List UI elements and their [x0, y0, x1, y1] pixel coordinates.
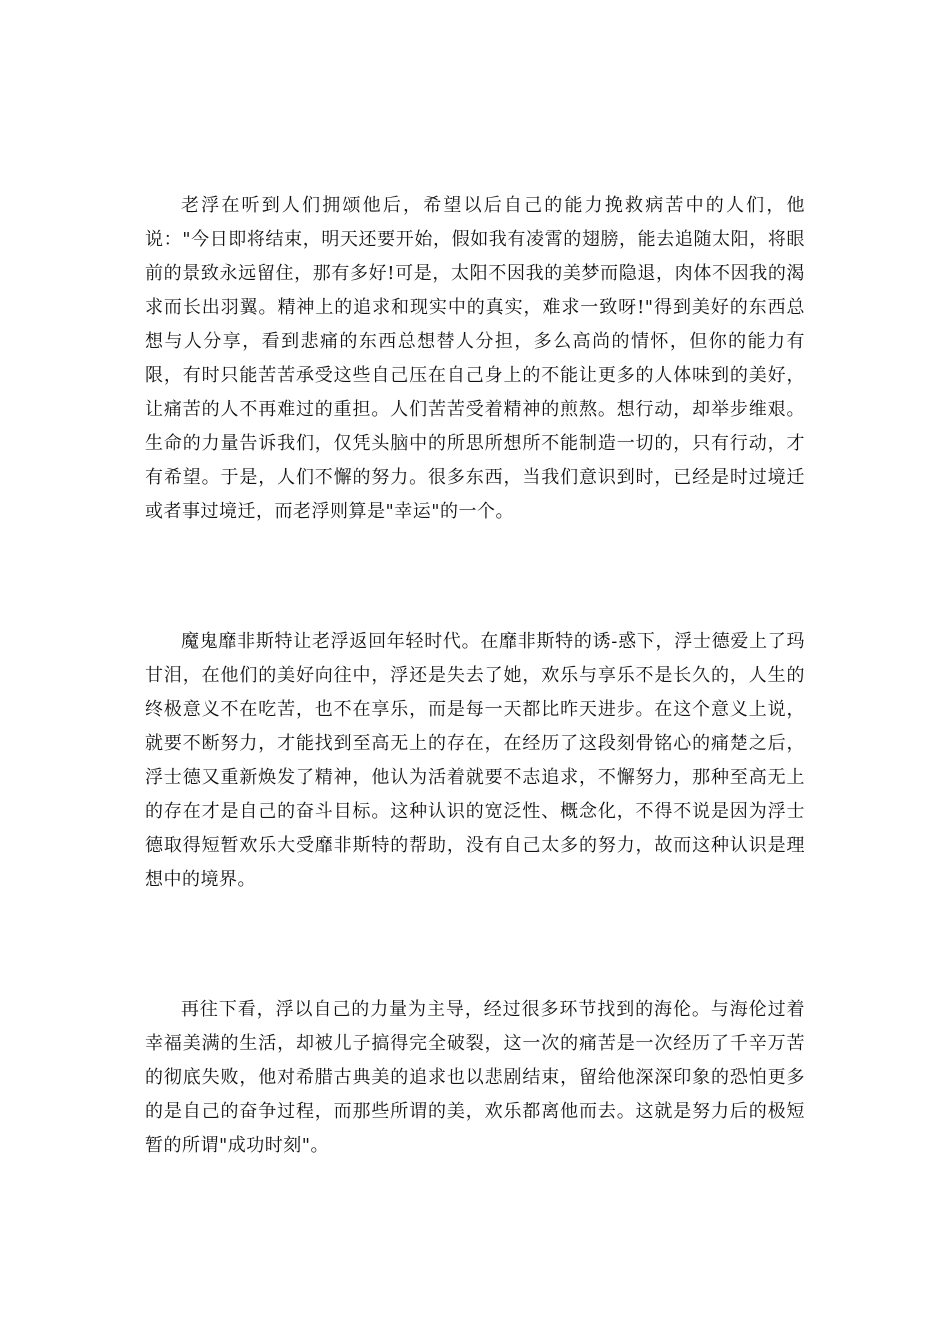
paragraph-3: 再往下看，浮以自己的力量为主导，经过很多环节找到的海伦。与海伦过着幸福美满的生活，却被儿子搞得完全破裂，这一次的痛苦是一次经历了千辛万苦的彻底失败，他对希腊古典美的追求也以悲剧结束，留给他深深印象的恐怕更多的是自己的奋争过程，而那些所谓的美，欢乐都离他而去。这就是努力后的极短暂的所谓"成功时刻"。: [145, 999, 805, 1156]
paragraph-2: 魔鬼靡非斯特让老浮返回年轻时代。在靡非斯特的诱-惑下，浮士德爱上了玛甘泪，在他们的美好向往中，浮还是失去了她，欢乐与享乐不是长久的，人生的终极意义不在吃苦，也不在享乐，而是每一天都比昨天进步。在这个意义上说，就要不断努力，才能找到至高无上的存在，在经历了这段刻骨铭心的痛楚之后，浮士德又重新焕发了精神，他认为活着就要不志追求，不懈努力，那种至高无上的存在才是自己的奋斗目标。这种认识的宽泛性、概念化，不得不说是因为浮士德取得短暂欢乐大受靡非斯特的帮助，没有自己太多的努力，故而这种认识是理想中的境界。: [145, 631, 805, 890]
paragraph-1: 老浮在听到人们拥颂他后，希望以后自己的能力挽救病苦中的人们，他说："今日即将结束，明天还要开始，假如我有凌霄的翅膀，能去追随太阳，将眼前的景致永远留住，那有多好!可是，太阳不因我的美梦而隐退，肉体不因我的渴求而长出羽翼。精神上的追求和现实中的真实，难求一致呀!"得到美好的东西总想与人分享，看到悲痛的东西总想替人分担，多么高尚的情怀，但你的能力有限，有时只能苦苦承受这些自己压在自己身上的不能让更多的人体味到的美好，让痛苦的人不再难过的重担。人们苦苦受着精神的煎熬。想行动，却举步维艰。生命的力量告诉我们，仅凭头脑中的所思所想所不能制造一切的，只有行动，才有希望。于是，人们不懈的努力。很多东西，当我们意识到时，已经是时过境迁或者事过境迁，而老浮则算是"幸运"的一个。: [145, 195, 805, 522]
